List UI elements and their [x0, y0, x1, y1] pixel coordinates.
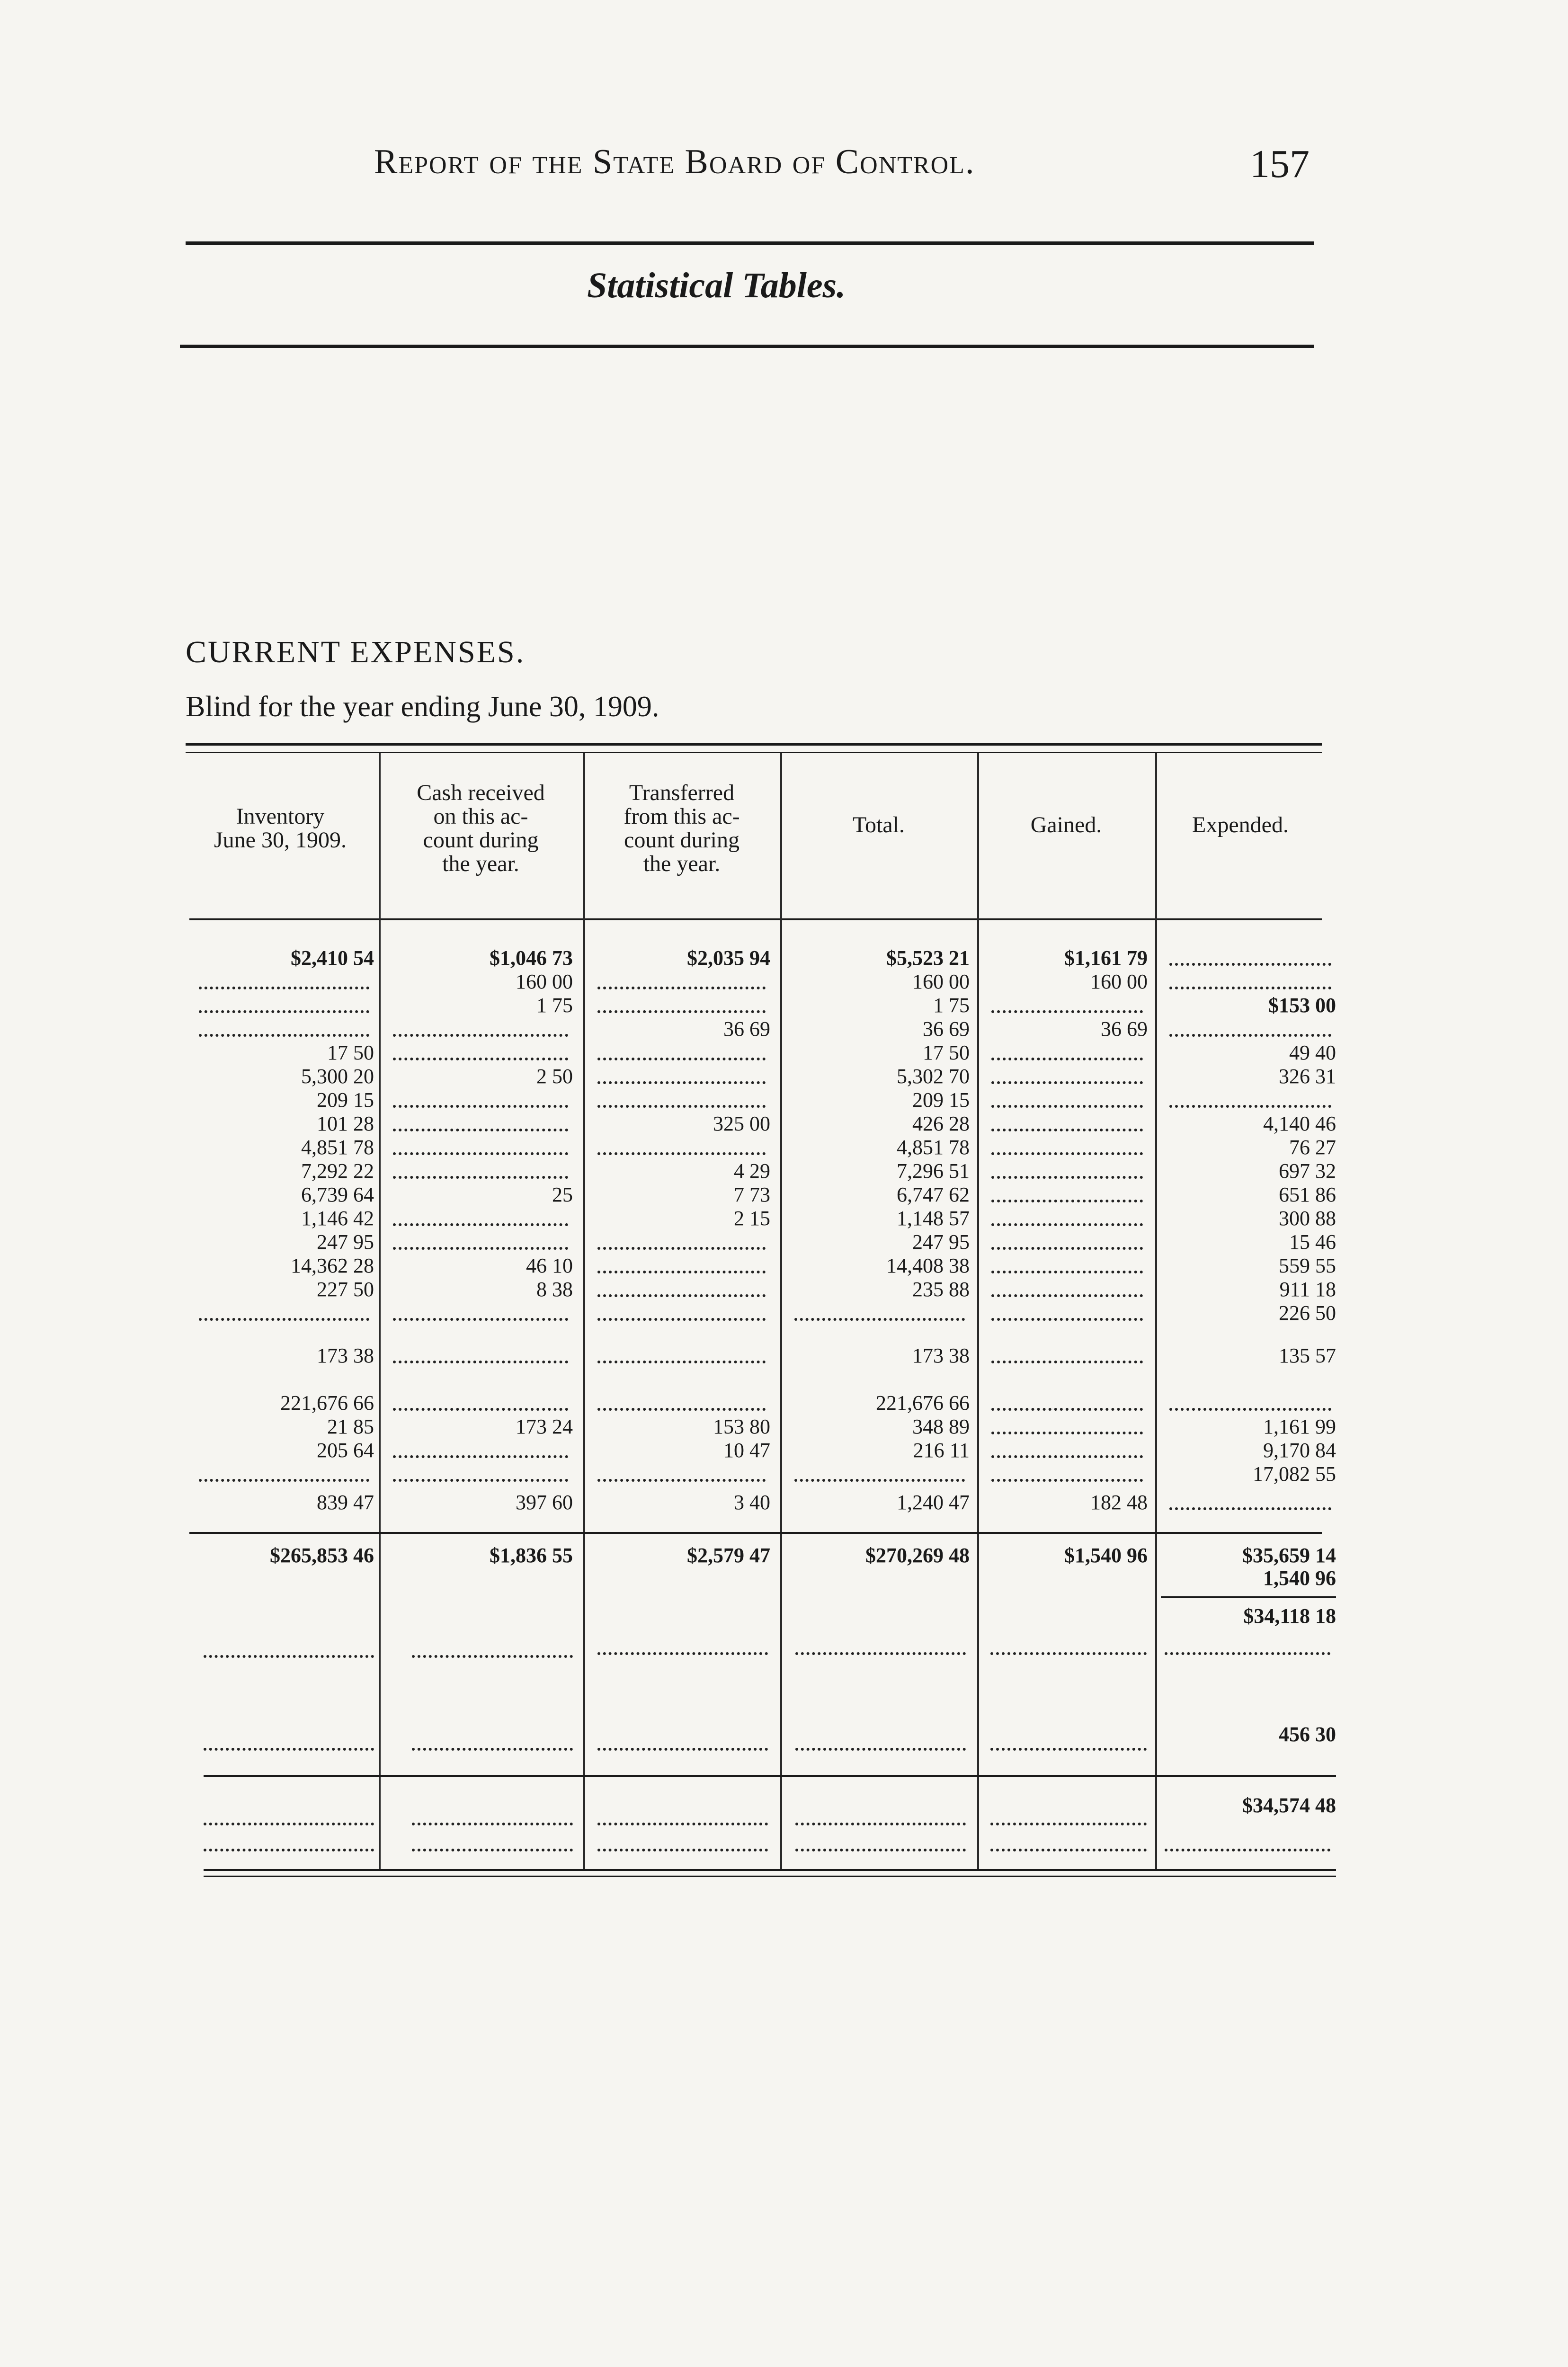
- cell-total: 216 11: [913, 1439, 970, 1462]
- header-transferred-line2: from this ac-: [624, 804, 740, 829]
- cell-gained: 182 48: [1090, 1491, 1148, 1514]
- final-rule: [204, 1775, 1336, 1777]
- cell-cash: 8 38: [536, 1278, 573, 1301]
- leader-d2: [412, 1849, 573, 1851]
- expended-add: 456 30: [1279, 1723, 1336, 1746]
- cell-transferred: 4 29: [734, 1159, 770, 1183]
- leader-c2: [412, 1823, 573, 1825]
- leader-dots: [597, 1152, 766, 1155]
- leader-dots: [199, 1318, 369, 1321]
- cell-expended: 326 31: [1279, 1065, 1336, 1088]
- leader-dots: [991, 1105, 1143, 1108]
- header-cash-received: [383, 781, 579, 876]
- leader-dots: [991, 1081, 1143, 1084]
- leader-c3: [597, 1823, 768, 1825]
- leader-dots: [597, 1408, 766, 1411]
- cell-cash: 397 60: [516, 1491, 573, 1514]
- leader-d6: [1165, 1849, 1330, 1851]
- leader-a4: [795, 1652, 966, 1655]
- cell-inventory: 221,676 66: [280, 1391, 374, 1415]
- cell-inventory: 101 28: [317, 1112, 374, 1135]
- leader-dots: [597, 1294, 766, 1297]
- cell-total: 221,676 66: [876, 1391, 970, 1415]
- leader-dots: [991, 1200, 1143, 1202]
- header-inventory-line1: Inventory: [236, 804, 325, 829]
- expended-final: $34,574 48: [1242, 1794, 1336, 1817]
- cell-expended: 17,082 55: [1253, 1462, 1336, 1486]
- leader-dots: [393, 1455, 568, 1458]
- header-transferred-line1: Transferred: [629, 780, 735, 805]
- leader-dots: [597, 1318, 766, 1321]
- cell-gained: 160 00: [1090, 970, 1148, 993]
- cell-inventory: 5,300 20: [301, 1065, 374, 1088]
- leader-dots: [794, 1479, 965, 1482]
- cell-inventory: 209 15: [317, 1088, 374, 1112]
- leader-a3: [597, 1652, 768, 1655]
- cell-expended: 911 18: [1279, 1278, 1336, 1301]
- table-heading: CURRENT EXPENSES.: [186, 635, 526, 669]
- cell-total: 160 00: [912, 970, 970, 993]
- leader-dots: [597, 1081, 766, 1084]
- header-cash-line1: Cash received: [417, 780, 545, 805]
- cell-gained: 36 69: [1101, 1017, 1148, 1041]
- table-subheading: Blind for the year ending June 30, 1909.: [186, 691, 659, 723]
- leader-c4: [795, 1823, 966, 1825]
- cell-transferred: $2,035 94: [687, 946, 770, 970]
- cell-cash: 1 75: [536, 994, 573, 1017]
- leader-dots: [393, 1479, 568, 1482]
- leader-dots: [1169, 1507, 1331, 1510]
- page-number: 157: [1250, 142, 1310, 186]
- leader-dots: [991, 1361, 1143, 1363]
- leader-dots: [597, 1058, 766, 1060]
- cell-expended: 49 40: [1289, 1041, 1336, 1064]
- cell-transferred: 10 47: [723, 1439, 770, 1462]
- cell-expended: 300 88: [1279, 1207, 1336, 1230]
- cell-total: 348 89: [912, 1415, 970, 1438]
- header-transferred: [587, 781, 776, 876]
- leader-dots: [393, 1361, 568, 1363]
- leader-dots: [597, 1479, 766, 1482]
- leader-dots: [597, 1247, 766, 1250]
- table-top-rule-2: [186, 752, 1322, 753]
- leader-dots: [393, 1318, 568, 1321]
- cell-transferred: 2 15: [734, 1207, 770, 1230]
- header-gained: Gained.: [1030, 812, 1102, 837]
- cell-total: 1,240 47: [897, 1491, 970, 1514]
- leader-dots: [393, 1152, 568, 1155]
- cell-total: 426 28: [912, 1112, 970, 1135]
- column-divider-2: [583, 753, 585, 1870]
- cell-expended: $153 00: [1268, 994, 1336, 1017]
- leader-dots: [199, 1479, 369, 1482]
- cell-inventory: 14,362 28: [291, 1254, 374, 1277]
- cell-expended: 9,170 84: [1263, 1439, 1336, 1462]
- leader-c5: [990, 1823, 1147, 1825]
- leader-a5: [990, 1652, 1147, 1655]
- leader-dots: [393, 1223, 568, 1226]
- cell-transferred: 3 40: [734, 1491, 770, 1514]
- header-inventory-line2: June 30, 1909.: [214, 828, 347, 853]
- cell-inventory: 227 50: [317, 1278, 374, 1301]
- cell-total: 1,148 57: [897, 1207, 970, 1230]
- leader-dots: [393, 1129, 568, 1131]
- cell-expended: 697 32: [1279, 1159, 1336, 1183]
- cell-cash: 25: [552, 1183, 573, 1206]
- leader-dots: [199, 1010, 369, 1013]
- cell-cash: $1,046 73: [490, 946, 573, 970]
- running-title: Report of the State Board of Control.: [374, 142, 975, 181]
- cell-total: 1 75: [933, 994, 970, 1017]
- column-divider-3: [780, 753, 782, 1870]
- header-bottom-rule: [189, 918, 1322, 920]
- cell-expended: 1,161 99: [1263, 1415, 1336, 1438]
- header-total: Total.: [853, 812, 905, 837]
- cell-total: 6,747 62: [897, 1183, 970, 1206]
- leader-dots: [991, 1247, 1143, 1250]
- column-divider-4: [977, 753, 979, 1870]
- table-bottom-rule: [204, 1869, 1336, 1871]
- table-top-rule: [186, 743, 1322, 746]
- header-inventory: [186, 805, 375, 852]
- leader-b3: [597, 1748, 768, 1751]
- total-gained: $1,540 96: [1064, 1544, 1148, 1567]
- cell-transferred: 325 00: [713, 1112, 770, 1135]
- leader-dots: [1169, 1105, 1331, 1108]
- leader-dots: [1169, 987, 1331, 989]
- total-inventory: $265,853 46: [270, 1544, 374, 1567]
- leader-dots: [794, 1318, 965, 1321]
- leader-a2: [412, 1655, 573, 1658]
- leader-dots: [1169, 963, 1331, 966]
- leader-dots: [597, 987, 766, 989]
- cell-total: 173 38: [912, 1344, 970, 1367]
- header-cash-line3: count during: [423, 828, 539, 853]
- cell-inventory: 247 95: [317, 1230, 374, 1254]
- leader-b4: [795, 1748, 966, 1751]
- leader-dots: [393, 1247, 568, 1250]
- leader-a6: [1165, 1652, 1330, 1655]
- cell-inventory: 6,739 64: [301, 1183, 374, 1206]
- header-cash-line2: on this ac-: [433, 804, 528, 829]
- cell-transferred: 36 69: [723, 1017, 770, 1041]
- cell-expended: 76 27: [1289, 1136, 1336, 1159]
- leader-dots: [393, 1408, 568, 1411]
- header-transferred-line4: the year.: [643, 851, 721, 876]
- leader-dots: [991, 1129, 1143, 1131]
- cell-inventory: 17 50: [327, 1041, 374, 1064]
- cell-inventory: 173 38: [317, 1344, 374, 1367]
- total-total: $270,269 48: [865, 1544, 970, 1567]
- leader-d4: [795, 1849, 966, 1851]
- cell-inventory: 4,851 78: [301, 1136, 374, 1159]
- leader-dots: [199, 1034, 369, 1037]
- expended-less-gained: 1,540 96: [1263, 1566, 1336, 1590]
- cell-total: 36 69: [923, 1017, 970, 1041]
- leader-dots: [991, 1058, 1143, 1060]
- leader-dots: [199, 987, 369, 989]
- cell-total: 7,296 51: [897, 1159, 970, 1183]
- cell-inventory: 839 47: [317, 1491, 374, 1514]
- cell-inventory: 205 64: [317, 1439, 374, 1462]
- cell-inventory: 7,292 22: [301, 1159, 374, 1183]
- leader-d5: [990, 1849, 1147, 1851]
- column-divider-5: [1155, 753, 1157, 1870]
- table-bottom-rule-2: [204, 1876, 1336, 1877]
- leader-dots: [991, 1223, 1143, 1226]
- cell-transferred: 7 73: [734, 1183, 770, 1206]
- cell-inventory: 21 85: [327, 1415, 374, 1438]
- cell-expended: 651 86: [1279, 1183, 1336, 1206]
- cell-total: 14,408 38: [886, 1254, 970, 1277]
- leader-dots: [393, 1176, 568, 1179]
- section-title: Statistical Tables.: [587, 266, 846, 305]
- cell-cash: 46 10: [526, 1254, 573, 1277]
- leader-dots: [991, 1152, 1143, 1155]
- cell-inventory: 1,146 42: [301, 1207, 374, 1230]
- leader-dots: [393, 1034, 568, 1037]
- total-cash: $1,836 55: [490, 1544, 573, 1567]
- leader-d1: [204, 1849, 374, 1851]
- cell-total: 5,302 70: [897, 1065, 970, 1088]
- cell-cash: 173 24: [516, 1415, 573, 1438]
- cell-expended: 226 50: [1279, 1301, 1336, 1325]
- cell-total: 247 95: [912, 1230, 970, 1254]
- leader-b5: [990, 1748, 1147, 1751]
- column-divider-1: [379, 753, 381, 1870]
- leader-dots: [991, 1010, 1143, 1013]
- total-transferred: $2,579 47: [687, 1544, 770, 1567]
- leader-dots: [597, 1105, 766, 1108]
- leader-dots: [393, 1105, 568, 1108]
- cell-transferred: 153 80: [713, 1415, 770, 1438]
- leader-dots: [991, 1271, 1143, 1273]
- leader-d3: [597, 1849, 768, 1851]
- leader-dots: [1169, 1034, 1331, 1037]
- leader-dots: [597, 1010, 766, 1013]
- cell-total: $5,523 21: [886, 946, 970, 970]
- leader-dots: [597, 1271, 766, 1273]
- cell-cash: 160 00: [516, 970, 573, 993]
- cell-expended: 4,140 46: [1263, 1112, 1336, 1135]
- net-rule: [1161, 1596, 1336, 1598]
- expended-net: $34,118 18: [1243, 1604, 1336, 1628]
- header-expended: Expended.: [1192, 812, 1289, 837]
- cell-total: 4,851 78: [897, 1136, 970, 1159]
- leader-c1: [204, 1823, 374, 1825]
- leader-dots: [1169, 1408, 1331, 1411]
- leader-a1: [204, 1655, 374, 1658]
- cell-inventory: $2,410 54: [291, 946, 374, 970]
- leader-b1: [204, 1748, 374, 1751]
- cell-expended: 135 57: [1279, 1344, 1336, 1367]
- leader-dots: [991, 1408, 1143, 1411]
- cell-expended: 559 55: [1279, 1254, 1336, 1277]
- header-cash-line4: the year.: [442, 851, 519, 876]
- cell-gained: $1,161 79: [1064, 946, 1148, 970]
- leader-dots: [991, 1318, 1143, 1321]
- leader-dots: [991, 1455, 1143, 1458]
- leader-dots: [991, 1432, 1143, 1434]
- leader-dots: [991, 1479, 1143, 1482]
- leader-dots: [991, 1294, 1143, 1297]
- cell-cash: 2 50: [536, 1065, 573, 1088]
- leader-dots: [393, 1058, 568, 1060]
- leader-dots: [991, 1176, 1143, 1179]
- leader-b2: [412, 1748, 573, 1751]
- cell-expended: 15 46: [1289, 1230, 1336, 1254]
- total-expended: $35,659 14: [1242, 1544, 1336, 1567]
- cell-total: 235 88: [912, 1278, 970, 1301]
- header-transferred-line3: count during: [624, 828, 739, 853]
- leader-dots: [597, 1361, 766, 1363]
- totals-rule: [189, 1532, 1322, 1534]
- cell-total: 17 50: [923, 1041, 970, 1064]
- cell-total: 209 15: [912, 1088, 970, 1112]
